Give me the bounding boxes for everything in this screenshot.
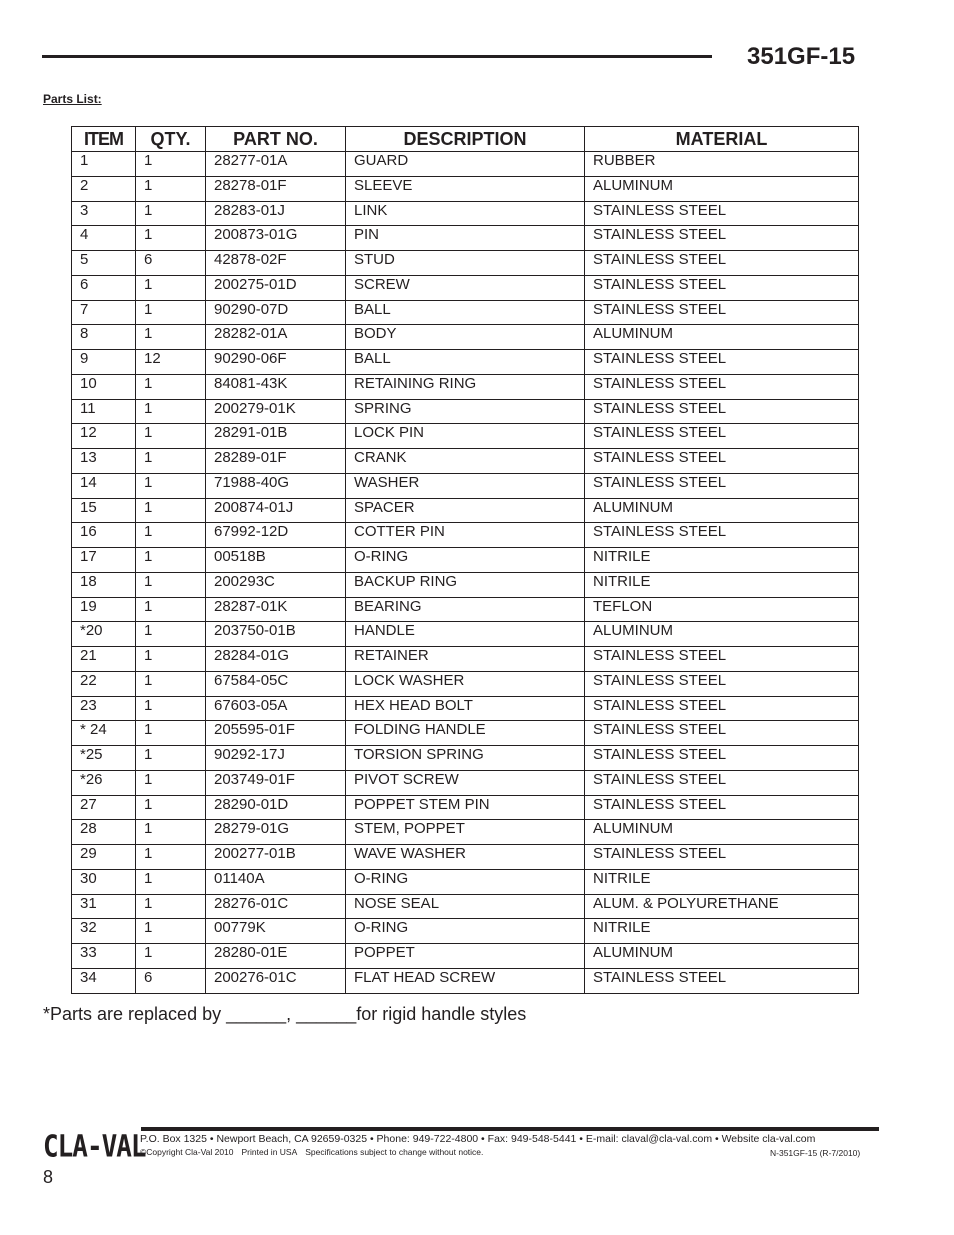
cell-material: NITRILE — [585, 548, 859, 573]
cell-material: STAINLESS STEEL — [585, 845, 859, 870]
cell-description: LOCK PIN — [346, 424, 585, 449]
cell-part-no: 200874-01J — [206, 498, 346, 523]
cell-item: 34 — [72, 968, 136, 993]
cell-material: STAINLESS STEEL — [585, 449, 859, 474]
cell-item: 8 — [72, 325, 136, 350]
cell-qty: 1 — [136, 795, 206, 820]
cell-part-no: 42878-02F — [206, 251, 346, 276]
cell-material: STAINLESS STEEL — [585, 226, 859, 251]
cell-material: STAINLESS STEEL — [585, 770, 859, 795]
cell-qty: 1 — [136, 548, 206, 573]
cell-part-no: 28291-01B — [206, 424, 346, 449]
table-row — [72, 696, 859, 721]
table-row — [72, 622, 859, 647]
table-row — [72, 845, 859, 870]
table-row — [72, 770, 859, 795]
cell-material: NITRILE — [585, 919, 859, 944]
cell-description: BEARING — [346, 597, 585, 622]
cell-description: WAVE WASHER — [346, 845, 585, 870]
cell-part-no: 203749-01F — [206, 770, 346, 795]
cell-description: O-RING — [346, 919, 585, 944]
cell-item: 6 — [72, 275, 136, 300]
table-row — [72, 399, 859, 424]
table-row — [72, 176, 859, 201]
cell-part-no: 84081-43K — [206, 374, 346, 399]
cell-description: SLEEVE — [346, 176, 585, 201]
cell-qty: 1 — [136, 523, 206, 548]
cell-qty: 1 — [136, 498, 206, 523]
column-header-part-no: PART NO. — [206, 127, 346, 152]
cell-item: 28 — [72, 820, 136, 845]
table-row — [72, 572, 859, 597]
table-row — [72, 275, 859, 300]
cell-part-no: 28278-01F — [206, 176, 346, 201]
copyright-text: ©Copyright Cla-Val 2010 — [140, 1147, 234, 1157]
cell-description: SCREW — [346, 275, 585, 300]
column-header-description: DESCRIPTION — [346, 127, 585, 152]
cell-item: 27 — [72, 795, 136, 820]
cell-description: BODY — [346, 325, 585, 350]
cell-material: STAINLESS STEEL — [585, 300, 859, 325]
cell-description: SPRING — [346, 399, 585, 424]
column-header-qty: QTY. — [136, 127, 206, 152]
cell-part-no: 205595-01F — [206, 721, 346, 746]
cell-material: STAINLESS STEEL — [585, 795, 859, 820]
cell-qty: 1 — [136, 226, 206, 251]
document-revision-code: N-351GF-15 (R-7/2010) — [770, 1148, 861, 1158]
table-row — [72, 251, 859, 276]
cell-qty: 1 — [136, 721, 206, 746]
footer-copyright-line — [140, 1147, 483, 1157]
cell-description: FLAT HEAD SCREW — [346, 968, 585, 993]
cell-item: 17 — [72, 548, 136, 573]
cell-qty: 1 — [136, 845, 206, 870]
table-row — [72, 919, 859, 944]
cell-qty: 1 — [136, 622, 206, 647]
table-row — [72, 795, 859, 820]
cell-description: BALL — [346, 350, 585, 375]
cell-part-no: 28289-01F — [206, 449, 346, 474]
cell-item: *20 — [72, 622, 136, 647]
cell-qty: 12 — [136, 350, 206, 375]
cell-qty: 1 — [136, 449, 206, 474]
table-row — [72, 746, 859, 771]
cell-material: RUBBER — [585, 152, 859, 177]
cell-item: 22 — [72, 671, 136, 696]
table-row — [72, 647, 859, 672]
cell-item: *25 — [72, 746, 136, 771]
cell-qty: 1 — [136, 152, 206, 177]
cell-description: NOSE SEAL — [346, 894, 585, 919]
cell-material: STAINLESS STEEL — [585, 696, 859, 721]
cell-item: 29 — [72, 845, 136, 870]
cell-part-no: 71988-40G — [206, 473, 346, 498]
cell-item: 14 — [72, 473, 136, 498]
cell-part-no: 67603-05A — [206, 696, 346, 721]
table-row — [72, 374, 859, 399]
cell-material: STAINLESS STEEL — [585, 424, 859, 449]
replacement-footnote: *Parts are replaced by ______, ______for rigid handle styles — [43, 1004, 527, 1024]
cell-qty: 1 — [136, 176, 206, 201]
cell-material: NITRILE — [585, 869, 859, 894]
cell-material: STAINLESS STEEL — [585, 746, 859, 771]
printed-text: Printed in USA — [241, 1147, 298, 1157]
parts-list-title: Parts List: — [43, 92, 102, 106]
cell-part-no: 28277-01A — [206, 152, 346, 177]
cell-description: BACKUP RING — [346, 572, 585, 597]
header-rule — [42, 55, 712, 58]
cell-description: PIVOT SCREW — [346, 770, 585, 795]
cell-part-no: 90290-06F — [206, 350, 346, 375]
cell-part-no: 200276-01C — [206, 968, 346, 993]
cell-item: 3 — [72, 201, 136, 226]
cell-material: STAINLESS STEEL — [585, 721, 859, 746]
cell-part-no: 28276-01C — [206, 894, 346, 919]
table-row — [72, 523, 859, 548]
cell-material: ALUMINUM — [585, 176, 859, 201]
cell-part-no: 200277-01B — [206, 845, 346, 870]
cell-material: ALUMINUM — [585, 498, 859, 523]
cell-part-no: 01140A — [206, 869, 346, 894]
cell-item: 15 — [72, 498, 136, 523]
cell-qty: 1 — [136, 424, 206, 449]
cell-qty: 1 — [136, 473, 206, 498]
cell-material: STAINLESS STEEL — [585, 968, 859, 993]
cell-item: 32 — [72, 919, 136, 944]
cell-material: STAINLESS STEEL — [585, 671, 859, 696]
cell-material: STAINLESS STEEL — [585, 399, 859, 424]
table-row — [72, 894, 859, 919]
cell-part-no: 200873-01G — [206, 226, 346, 251]
cell-qty: 1 — [136, 399, 206, 424]
cell-item: 30 — [72, 869, 136, 894]
parts-table-body — [72, 152, 859, 994]
table-row — [72, 350, 859, 375]
cell-part-no: 28279-01G — [206, 820, 346, 845]
cell-description: WASHER — [346, 473, 585, 498]
cell-description: TORSION SPRING — [346, 746, 585, 771]
cell-description: BALL — [346, 300, 585, 325]
cell-description: STUD — [346, 251, 585, 276]
cell-item: 10 — [72, 374, 136, 399]
table-row — [72, 473, 859, 498]
table-row — [72, 548, 859, 573]
cell-item: 5 — [72, 251, 136, 276]
cell-qty: 1 — [136, 944, 206, 969]
cell-item: 4 — [72, 226, 136, 251]
cell-item: * 24 — [72, 721, 136, 746]
cell-part-no: 200275-01D — [206, 275, 346, 300]
cell-item: 11 — [72, 399, 136, 424]
page-number: 8 — [43, 1167, 54, 1187]
table-row — [72, 424, 859, 449]
cell-description: GUARD — [346, 152, 585, 177]
cell-description: HANDLE — [346, 622, 585, 647]
cell-material: STAINLESS STEEL — [585, 201, 859, 226]
cell-material: ALUMINUM — [585, 325, 859, 350]
table-row — [72, 498, 859, 523]
cell-qty: 1 — [136, 597, 206, 622]
cell-qty: 1 — [136, 894, 206, 919]
cell-material: TEFLON — [585, 597, 859, 622]
cell-part-no: 28284-01G — [206, 647, 346, 672]
cla-val-logo: CLA-VAL — [43, 1130, 146, 1165]
table-row — [72, 944, 859, 969]
cell-material: STAINLESS STEEL — [585, 647, 859, 672]
footer-contact-info: P.O. Box 1325 • Newport Beach, CA 92659-0325 • Phone: 949-722-4800 • Fax: 949-548-5441 • E-mail: claval@cla-val.com • Website cla-val.com — [140, 1133, 816, 1145]
table-row — [72, 152, 859, 177]
table-row — [72, 597, 859, 622]
cell-material: ALUMINUM — [585, 622, 859, 647]
cell-description: PIN — [346, 226, 585, 251]
cell-part-no: 203750-01B — [206, 622, 346, 647]
cell-description: RETAINING RING — [346, 374, 585, 399]
cell-material: NITRILE — [585, 572, 859, 597]
cell-item: 9 — [72, 350, 136, 375]
cell-qty: 1 — [136, 201, 206, 226]
table-row — [72, 869, 859, 894]
cell-part-no: 200293C — [206, 572, 346, 597]
cell-qty: 1 — [136, 325, 206, 350]
cell-description: STEM, POPPET — [346, 820, 585, 845]
cell-part-no: 00518B — [206, 548, 346, 573]
cell-material: STAINLESS STEEL — [585, 251, 859, 276]
cell-description: POPPET — [346, 944, 585, 969]
cell-qty: 1 — [136, 275, 206, 300]
cell-part-no: 28280-01E — [206, 944, 346, 969]
footer-rule — [141, 1127, 879, 1131]
column-header-item: ITEM — [72, 127, 136, 152]
cell-item: 31 — [72, 894, 136, 919]
cell-material: ALUMINUM — [585, 820, 859, 845]
cell-qty: 1 — [136, 647, 206, 672]
table-row — [72, 449, 859, 474]
cell-item: 18 — [72, 572, 136, 597]
cell-item: 19 — [72, 597, 136, 622]
table-row — [72, 968, 859, 993]
cell-material: ALUMINUM — [585, 944, 859, 969]
cell-part-no: 00779K — [206, 919, 346, 944]
cell-description: HEX HEAD BOLT — [346, 696, 585, 721]
table-row — [72, 325, 859, 350]
cell-qty: 1 — [136, 300, 206, 325]
cell-material: STAINLESS STEEL — [585, 374, 859, 399]
cell-description: RETAINER — [346, 647, 585, 672]
cell-qty: 1 — [136, 820, 206, 845]
cell-part-no: 200279-01K — [206, 399, 346, 424]
document-number: 351GF-15 — [747, 43, 856, 70]
cell-part-no: 28283-01J — [206, 201, 346, 226]
table-row — [72, 300, 859, 325]
table-row — [72, 201, 859, 226]
cell-item: 23 — [72, 696, 136, 721]
cell-qty: 1 — [136, 374, 206, 399]
cell-description: CRANK — [346, 449, 585, 474]
cell-qty: 1 — [136, 572, 206, 597]
cell-item: 12 — [72, 424, 136, 449]
table-row — [72, 820, 859, 845]
cell-part-no: 90290-07D — [206, 300, 346, 325]
cell-qty: 1 — [136, 746, 206, 771]
cell-material: STAINLESS STEEL — [585, 350, 859, 375]
cell-part-no: 28282-01A — [206, 325, 346, 350]
cell-description: SPACER — [346, 498, 585, 523]
cell-description: POPPET STEM PIN — [346, 795, 585, 820]
cell-material: STAINLESS STEEL — [585, 275, 859, 300]
cell-item: 2 — [72, 176, 136, 201]
table-row — [72, 721, 859, 746]
cell-part-no: 28290-01D — [206, 795, 346, 820]
cell-description: LINK — [346, 201, 585, 226]
parts-table — [71, 126, 859, 994]
cell-qty: 1 — [136, 696, 206, 721]
cell-item: 16 — [72, 523, 136, 548]
cell-part-no: 67992-12D — [206, 523, 346, 548]
cell-qty: 6 — [136, 968, 206, 993]
cell-qty: 1 — [136, 770, 206, 795]
cell-description: O-RING — [346, 548, 585, 573]
cell-qty: 1 — [136, 671, 206, 696]
cell-item: 21 — [72, 647, 136, 672]
table-row — [72, 226, 859, 251]
cell-qty: 1 — [136, 919, 206, 944]
cell-item: 13 — [72, 449, 136, 474]
cell-material: STAINLESS STEEL — [585, 473, 859, 498]
cell-item: 7 — [72, 300, 136, 325]
cell-item: 33 — [72, 944, 136, 969]
cell-description: LOCK WASHER — [346, 671, 585, 696]
cell-item: 1 — [72, 152, 136, 177]
spec-note-text: Specifications subject to change without notice. — [305, 1147, 484, 1157]
cell-item: *26 — [72, 770, 136, 795]
cell-material: ALUM. & POLYURETHANE — [585, 894, 859, 919]
cell-qty: 1 — [136, 869, 206, 894]
cell-description: FOLDING HANDLE — [346, 721, 585, 746]
cell-part-no: 67584-05C — [206, 671, 346, 696]
cell-part-no: 90292-17J — [206, 746, 346, 771]
table-row — [72, 671, 859, 696]
table-header-row — [72, 127, 859, 152]
cell-qty: 6 — [136, 251, 206, 276]
cell-part-no: 28287-01K — [206, 597, 346, 622]
cell-material: STAINLESS STEEL — [585, 523, 859, 548]
cell-description: O-RING — [346, 869, 585, 894]
column-header-material: MATERIAL — [585, 127, 859, 152]
cell-description: COTTER PIN — [346, 523, 585, 548]
